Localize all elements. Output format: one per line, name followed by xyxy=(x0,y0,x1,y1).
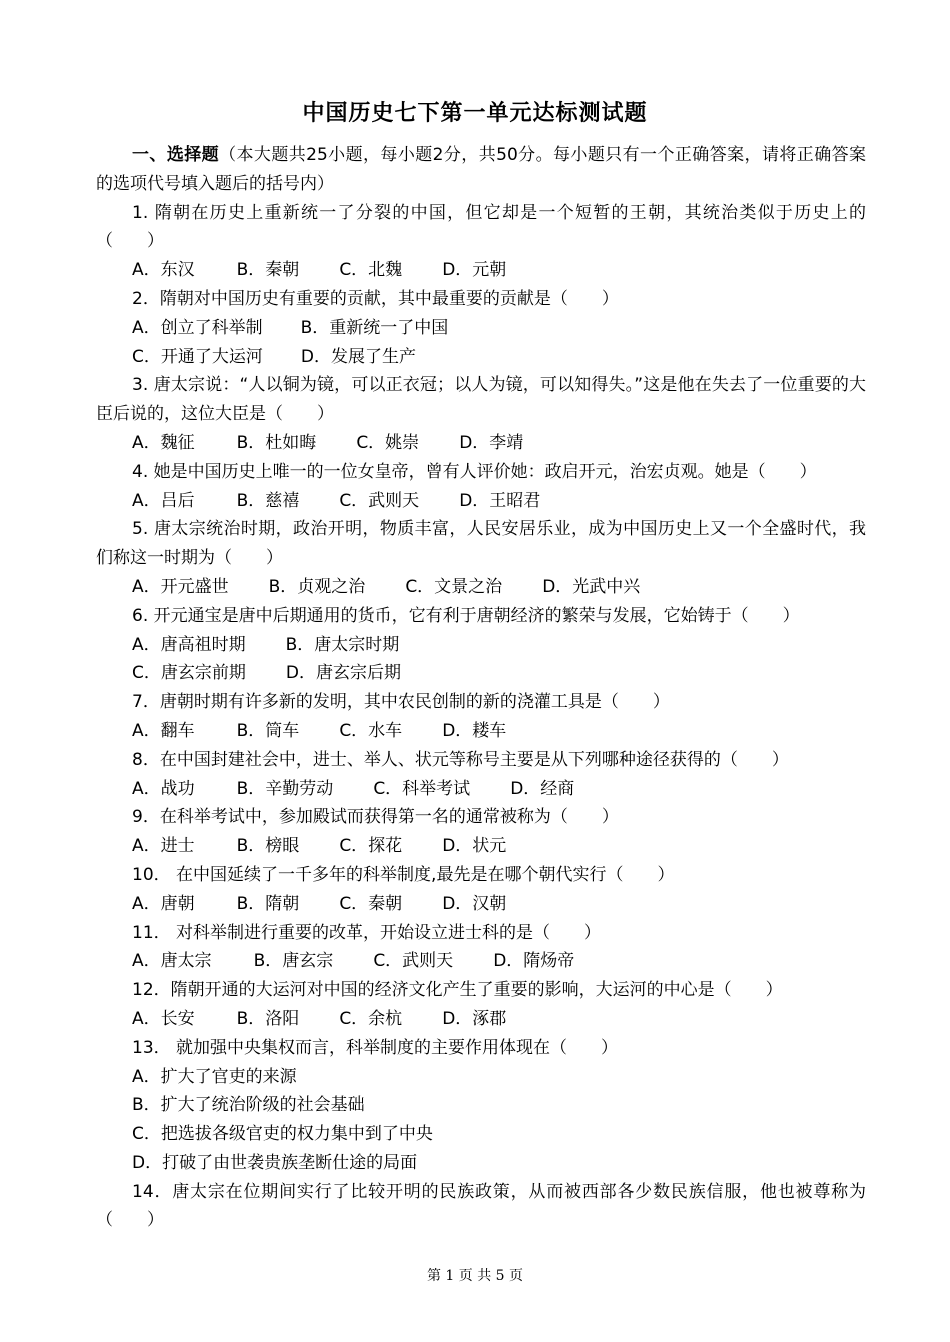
answer-option: D．唐玄宗后期 xyxy=(285,663,401,684)
answer-option: B．扩大了统治阶级的社会基础 xyxy=(132,1095,365,1116)
option-row xyxy=(96,487,866,516)
question-stem: 14．唐太宗在位期间实行了比较开明的民族政策，从而被西部各少数民族信服，他也被尊称为（ ） xyxy=(96,1181,866,1231)
answer-option: C．姚崇 xyxy=(356,432,420,453)
answer-option: B．隋朝 xyxy=(236,893,300,914)
question-stem: 7．唐朝时期有许多新的发明，其中农民创制的新的浇灌工具是（ ） xyxy=(132,692,670,713)
answer-option: B．慈禧 xyxy=(236,490,300,511)
answer-option: D．王昭君 xyxy=(459,490,541,511)
answer-option: D．打破了由世袭贵族垄断仕途的局面 xyxy=(132,1152,418,1173)
answer-option: C．武则天 xyxy=(339,490,420,511)
option-row xyxy=(96,631,866,660)
section-header xyxy=(96,141,866,199)
answer-option: B．洛阳 xyxy=(236,1008,300,1029)
question-stem: 5. 唐太宗统治时期，政治开明，物质丰富，人民安居乐业，成为中国历史上又一个全盛时代，我们称这一时期为（ ） xyxy=(96,519,866,569)
answer-option: A．魏征 xyxy=(132,432,195,453)
option-row xyxy=(96,717,866,746)
option-row xyxy=(96,256,866,285)
answer-option: C．余杭 xyxy=(339,1008,403,1029)
answer-option: A．进士 xyxy=(132,836,195,857)
answer-option: B．榜眼 xyxy=(236,836,300,857)
answer-option: C．开通了大运河 xyxy=(132,346,263,367)
question-stem: 13． 就加强中央集权而言，科举制度的主要作用体现在（ ） xyxy=(132,1037,619,1058)
option-row xyxy=(96,832,866,861)
answer-option: A．吕后 xyxy=(132,490,195,511)
answer-option: C．文景之治 xyxy=(405,576,503,597)
answer-option: D．汉朝 xyxy=(442,893,507,914)
question-stem: 11． 对科举制进行重要的改革，开始设立进士科的是（ ） xyxy=(132,922,602,943)
answer-option: D．光武中兴 xyxy=(542,576,641,597)
option-row xyxy=(96,890,866,919)
answer-option: A．创立了科举制 xyxy=(132,317,263,338)
option-row xyxy=(96,573,866,602)
option-row xyxy=(96,314,866,343)
answer-option: D．元朝 xyxy=(442,260,507,281)
answer-option: D．隋炀帝 xyxy=(493,951,575,972)
answer-option: D．李靖 xyxy=(459,432,524,453)
answer-option: B．唐玄宗 xyxy=(253,951,334,972)
answer-option: C．科举考试 xyxy=(373,778,471,799)
answer-option: D．发展了生产 xyxy=(300,346,416,367)
answer-option: C．唐玄宗前期 xyxy=(132,663,246,684)
answer-option: C．北魏 xyxy=(339,260,403,281)
question-stem: 10． 在中国延续了一千多年的科举制度,最先是在哪个朝代实行（ ） xyxy=(132,864,675,885)
answer-option: A．扩大了官吏的来源 xyxy=(132,1066,297,1087)
answer-option: C．武则天 xyxy=(373,951,454,972)
answer-option: B．贞观之治 xyxy=(268,576,366,597)
option-row xyxy=(96,1063,866,1092)
document-title: 中国历史七下第一单元达标测试题 xyxy=(302,101,648,126)
answer-option: C．把选拔各级官吏的权力集中到了中央 xyxy=(132,1124,433,1145)
answer-option: A．翻车 xyxy=(132,720,195,741)
option-row xyxy=(96,1091,866,1120)
answer-option: B．杜如晦 xyxy=(236,432,317,453)
answer-option: A．唐朝 xyxy=(132,893,195,914)
section-description: （本大题共25小题，每小题2分，共50分。每小题只有一个正确答案，请将正确答案的选项代号填入题后的括号内） xyxy=(96,145,867,194)
question-stem: 8．在中国封建社会中，进士、举人、状元等称号主要是从下列哪种途径获得的（ ） xyxy=(132,749,789,770)
section-name: 一、选择题 xyxy=(132,145,220,165)
answer-option: D．耧车 xyxy=(442,720,507,741)
answer-option: B．秦朝 xyxy=(236,260,300,281)
answer-option: A．长安 xyxy=(132,1008,195,1029)
option-row xyxy=(96,659,866,688)
option-row xyxy=(96,1149,866,1178)
answer-option: A．唐高祖时期 xyxy=(132,634,246,655)
answer-option: B．筒车 xyxy=(236,720,300,741)
option-row xyxy=(96,343,866,372)
answer-option: B．辛勤劳动 xyxy=(236,778,334,799)
answer-option: A．唐太宗 xyxy=(132,951,212,972)
answer-option: B．唐太宗时期 xyxy=(285,634,400,655)
answer-option: C．水车 xyxy=(339,720,403,741)
question-stem: 1. 隋朝在历史上重新统一了分裂的中国，但它却是一个短暂的王朝，其统治类似于历史上的（ ） xyxy=(96,202,866,252)
answer-option: C．秦朝 xyxy=(339,893,403,914)
answer-option: D．状元 xyxy=(442,836,507,857)
question-stem: 6. 开元通宝是唐中后期通用的货币，它有利于唐朝经济的繁荣与发展，它始铸于（ ） xyxy=(132,605,800,626)
page-footer: 第 1 页 共 5 页 xyxy=(426,1268,524,1284)
option-row xyxy=(96,1005,866,1034)
option-row xyxy=(96,775,866,804)
question-stem: 12．隋朝开通的大运河对中国的经济文化产生了重要的影响，大运河的中心是（ ） xyxy=(132,980,783,1001)
option-row xyxy=(96,429,866,458)
option-row xyxy=(96,947,866,976)
question-stem: 2．隋朝对中国历史有重要的贡献，其中最重要的贡献是（ ） xyxy=(132,288,619,309)
question-stem: 4. 她是中国历史上唯一的一位女皇帝，曾有人评价她：政启开元，治宏贞观。她是（ ） xyxy=(132,461,817,482)
answer-option: A．开元盛世 xyxy=(132,576,229,597)
question-stem: 9．在科举考试中，参加殿试而获得第一名的通常被称为（ ） xyxy=(132,807,619,828)
answer-option: D．涿郡 xyxy=(442,1008,507,1029)
question-stem: 3. 唐太宗说：“人以铜为镜，可以正衣冠；以人为镜，可以知得失。”这是他在失去了一位重要的大臣后说的，这位大臣是（ ） xyxy=(96,375,866,425)
answer-option: A．东汉 xyxy=(132,260,195,281)
answer-option: D．经商 xyxy=(510,778,575,799)
option-row xyxy=(96,1120,866,1149)
answer-option: B．重新统一了中国 xyxy=(300,317,449,338)
answer-option: A．战功 xyxy=(132,778,195,799)
question-list xyxy=(96,141,866,1235)
answer-option: C．探花 xyxy=(339,836,403,857)
